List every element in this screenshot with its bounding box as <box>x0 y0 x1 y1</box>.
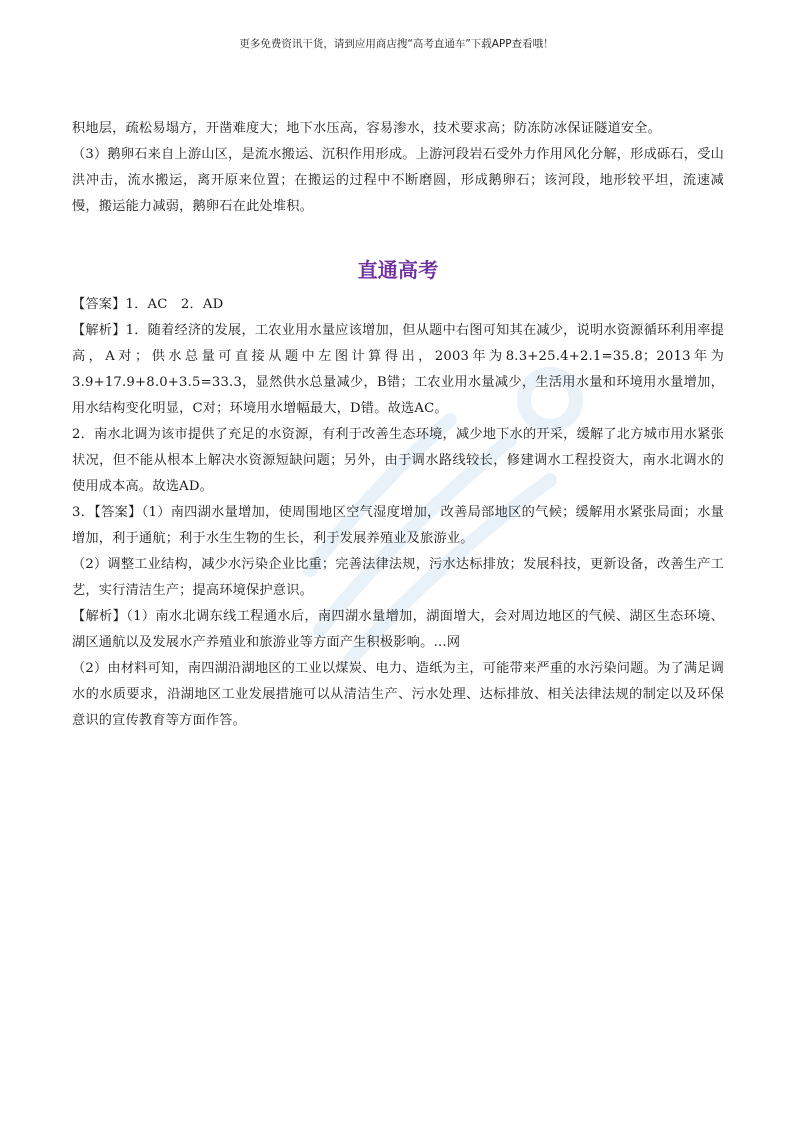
paragraph-continuation: 积地层，疏松易塌方，开凿难度大；地下水压高，容易渗水，技术要求高；防冻防冰保证隧道安全。 <box>72 121 662 136</box>
answer-line: 【答案】1．AC 2．AD <box>72 297 224 312</box>
analysis-question-2: 2．南水北调为该市提供了充足的水资源，有利于改善生态环境，减少地下水的开采，缓解了北方城市用水紧张状况，但不能从根本上解决水资源短缺问题；另外，由于调水路线较长，修建调水工程投资大，南水北调水的使用成本高。故选AD。 <box>72 427 724 494</box>
question-3-answer-part-2: （2）调整工业结构，减少水污染企业比重；完善法律法规，污水达标排放；发展科技，更新设备，改善生产工艺，实行清洁生产；提高环境保护意识。 <box>72 557 724 598</box>
section-title: 直通高考 <box>357 258 439 282</box>
document-body <box>72 116 724 734</box>
question-3-analysis-part-2: （2）由材料可知，南四湖沿湖地区的工业以煤炭、电力、造纸为主，可能带来严重的水污染问题。为了满足调水的水质要求，沿湖地区工业发展措施可以从清洁生产、污水处理、达标排放、相关法律法规的制定以及环保意识的宣传教育等方面作答。 <box>72 661 724 728</box>
page-header: 更多免费资讯干货，请到应用商店搜“高考直通车”下载APP查看哦！ <box>239 38 554 50</box>
question-3-analysis-part-1: 【解析】（1）南水北调东线工程通水后，南四湖水量增加，湖面增大，会对周边地区的气候、湖区生态环境、湖区通航以及发展水产养殖业和旅游业等方面产生积极影响。…网 <box>72 609 724 650</box>
analysis-question-1: 【解析】1．随着经济的发展，工农业用水量应该增加，但从题中右图可知其在减少，说明水资源循环利用率提高，A对；供水总量可直接从题中左图计算得出，2003年为8.3+25.4+2.1=35.8；2013年为3.9+17.9+8.0+3.5=33.3，显然供水总量减少，B错；工农业用水量减少，生活用水量和环境用水量增加，用水结构变化明显，C对；环境用水增幅最大，D错。故选AC。 <box>72 323 724 416</box>
paragraph-q3-answer: （3）鹅卵石来自上游山区，是流水搬运、沉积作用形成。上游河段岩石受外力作用风化分解，形成砾石，受山洪冲击，流水搬运，离开原来位置；在搬运的过程中不断磨圆，形成鹅卵石；该河段，地形较平坦，流速减慢，搬运能力减弱，鹅卵石在此处堆积。 <box>72 147 724 214</box>
question-3-answer-part-1: 3．【答案】（1）南四湖水量增加，使周围地区空气湿度增加，改善局部地区的气候；缓解用水紧张局面；水量增加，利于通航；利于水生生物的生长，利于发展养殖业及旅游业。 <box>72 505 724 546</box>
